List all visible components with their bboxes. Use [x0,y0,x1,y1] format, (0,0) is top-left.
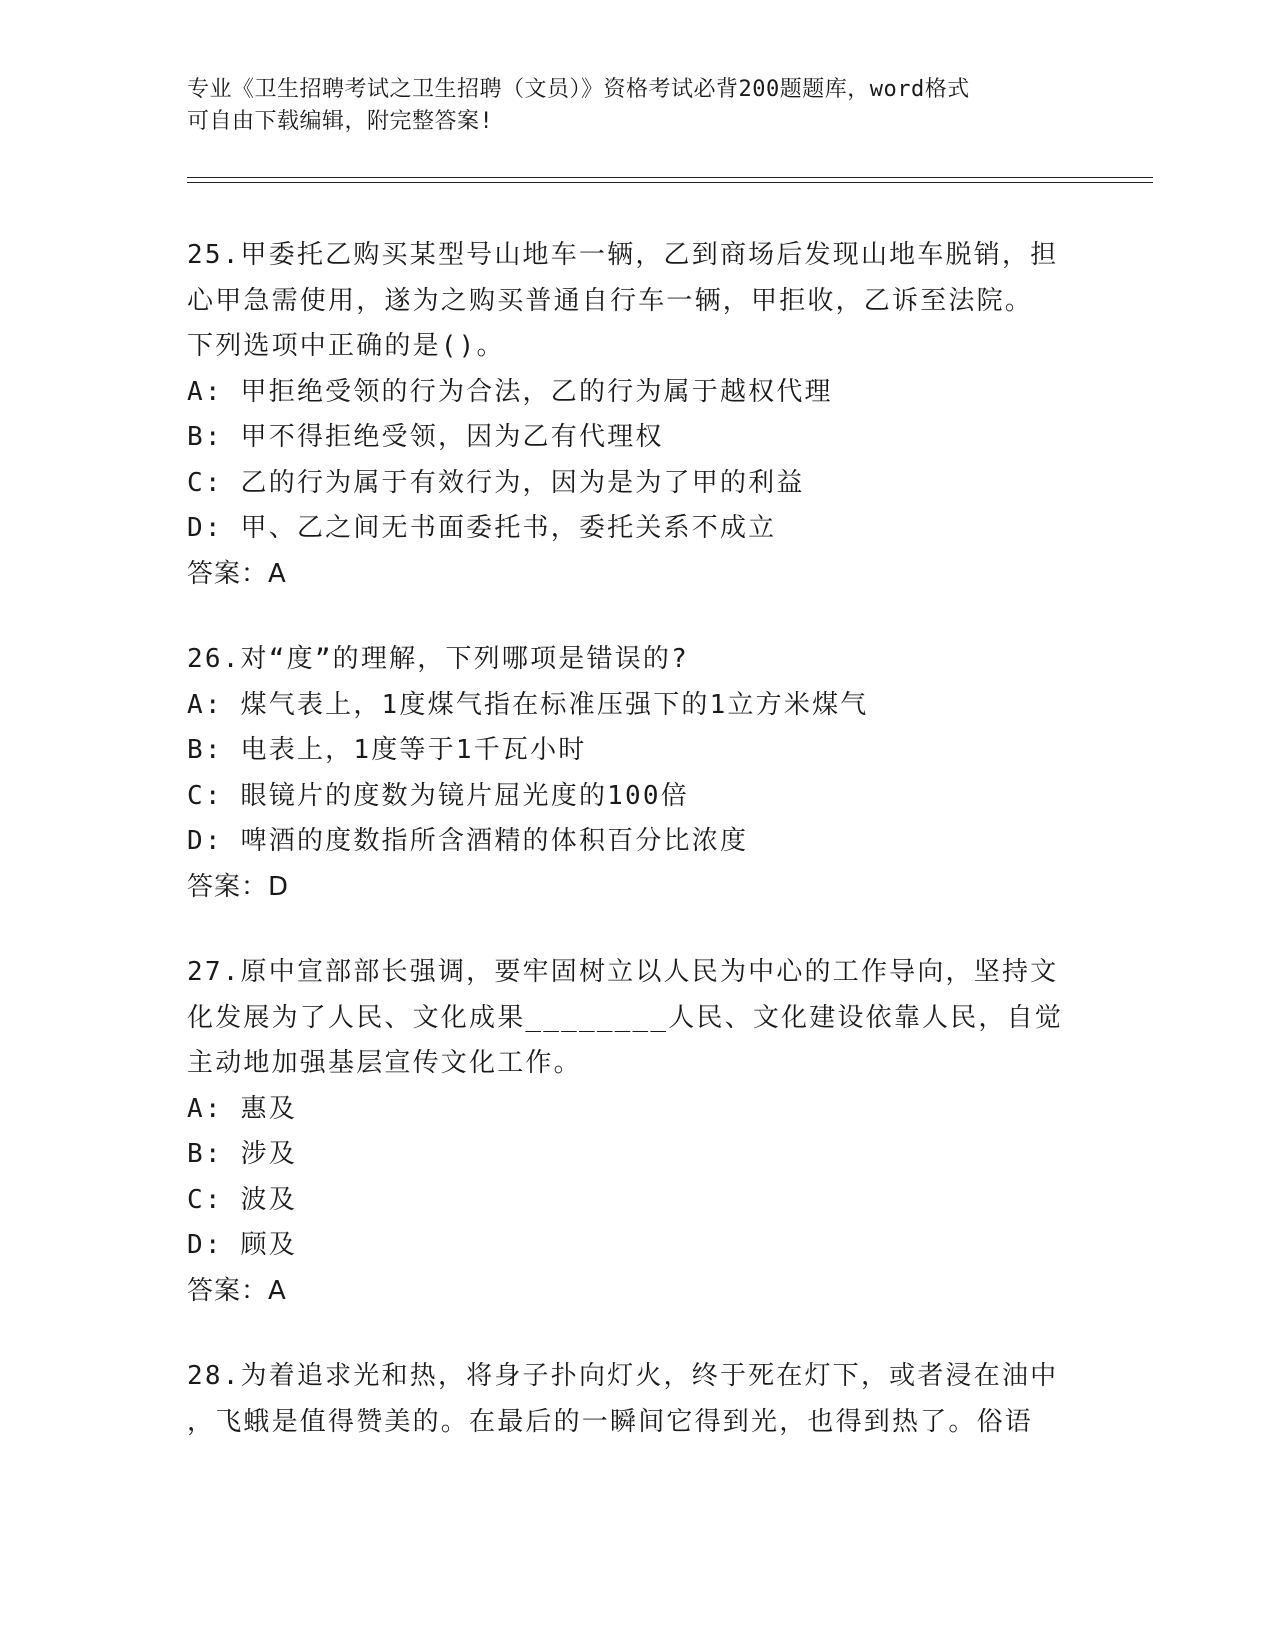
question-stem-line: 主动地加强基层宣传文化工作。 [187,1048,582,1078]
question-stem-line: 26.对“度”的理解，下列哪项是错误的? [187,644,689,674]
option-b: B: 甲不得拒绝受领，因为乙有代理权 [187,422,664,452]
question-stem-line: 下列选项中正确的是()。 [187,331,505,361]
answer-label: 答案：A [187,558,287,589]
option-d: D: 啤酒的度数指所含酒精的体积百分比浓度 [187,826,749,856]
document-header [187,74,1067,138]
question-27 [187,950,1087,1314]
question-stem-line: 25.甲委托乙购买某型号山地车一辆，乙到商场后发现山地车脱销，担 [187,240,1059,270]
question-26 [187,637,1087,910]
header-line-2: 可自由下载编辑，附完整答案! [187,109,494,134]
header-line-1: 专业《卫生招聘考试之卫生招聘（文员）》资格考试必背200题题库，word格式 [187,77,970,102]
question-28 [187,1354,1087,1445]
option-b: B: 电表上，1度等于1千瓦小时 [187,735,587,765]
question-stem-line: 心甲急需使用，遂为之购买普通自行车一辆，甲拒收，乙诉至法院。 [187,285,1034,316]
option-c: C: 乙的行为属于有效行为，因为是为了甲的利益 [187,467,805,498]
answer-label: 答案：A [187,1275,287,1306]
question-stem-line: ，飞蛾是值得赞美的。在最后的一瞬间它得到光，也得到热了。俗语 [187,1406,1034,1437]
question-list [187,233,1087,1445]
option-c: C: 眼镜片的度数为镜片屈光度的100倍 [187,780,689,811]
option-a: A: 煤气表上，1度煤气指在标准压强下的1立方米煤气 [187,689,869,720]
question-stem-line: 化发展为了人民、文化成果________人民、文化建设依靠人民，自觉 [187,1002,1064,1033]
option-d: D: 顾及 [187,1230,297,1260]
header-divider-bottom [187,182,1153,183]
option-a: A: 惠及 [187,1093,297,1124]
question-25 [187,233,1087,597]
option-d: D: 甲、乙之间无书面委托书，委托关系不成立 [187,513,777,543]
option-a: A: 甲拒绝受领的行为合法，乙的行为属于越权代理 [187,376,833,407]
header-divider-top [187,177,1153,178]
question-stem-line: 27.原中宣部部长强调，要牢固树立以人民为中心的工作导向，坚持文 [187,957,1059,987]
option-c: C: 波及 [187,1184,297,1215]
option-b: B: 涉及 [187,1139,297,1169]
answer-label: 答案：D [187,871,290,902]
question-stem-line: 28.为着追求光和热，将身子扑向灯火，终于死在灯下，或者浸在油中 [187,1361,1059,1391]
